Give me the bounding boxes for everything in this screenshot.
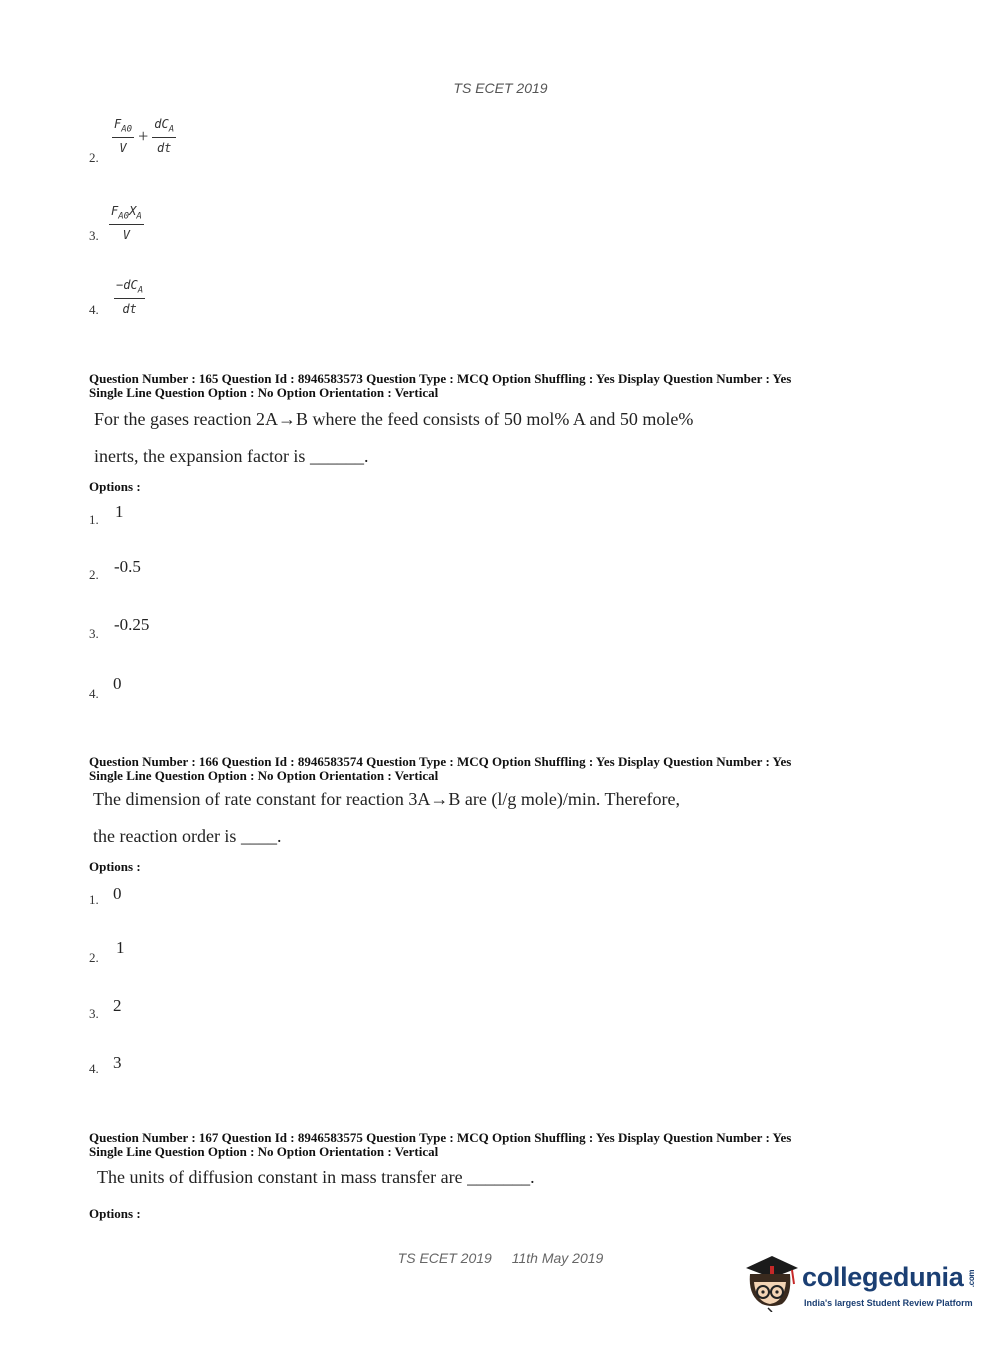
option-value: 2 xyxy=(113,996,122,1015)
options-label: Options : xyxy=(89,1206,141,1221)
option-number: 1. xyxy=(89,892,99,907)
option-value: 1 xyxy=(116,938,125,957)
formula-fraction: $\frac{dC_A}{dt}$ xyxy=(154,117,175,156)
prev-option-number: 2. xyxy=(89,150,99,165)
prev-option-4-formula: $\frac{-dC_A}{dt}$ xyxy=(116,278,144,317)
option-value: -0.25 xyxy=(114,615,150,634)
formula-fraction: $\frac{F_{A0}}{V}$ xyxy=(114,117,133,156)
option-number: 3. xyxy=(89,626,99,641)
question-165-meta: Question Number : 165 Question Id : 8946583573 Question Type : MCQ Option Shuffling : Yes Display Question Number : Yes Single Line Question Option : No Option Orientation : Vertical xyxy=(89,371,792,400)
option-value: -0.5 xyxy=(114,557,141,576)
question-167-meta: Question Number : 167 Question Id : 8946583575 Question Type : MCQ Option Shuffling : Yes Display Question Number : Yes Single Line Question Option : No Option Orientation : Vertical xyxy=(89,1130,792,1159)
page-header: TS ECET 2019 xyxy=(453,80,548,96)
prev-option-number: 3. xyxy=(89,228,99,243)
prev-option-number: 4. xyxy=(89,302,99,317)
options-label: Options : xyxy=(89,479,141,494)
question-166-text: the reaction order is ____. xyxy=(93,826,282,846)
mascot-icon xyxy=(742,1250,798,1310)
option-value: 0 xyxy=(113,884,122,903)
logo-tagline: India's largest Student Review Platform xyxy=(804,1298,973,1308)
option-number: 4. xyxy=(89,686,99,701)
option-number: 2. xyxy=(89,567,99,582)
option-number: 2. xyxy=(89,950,99,965)
question-166-meta: Question Number : 166 Question Id : 8946583574 Question Type : MCQ Option Shuffling : Yes Display Question Number : Yes Single Line Question Option : No Option Orientation : Vertical xyxy=(89,754,792,783)
option-number: 3. xyxy=(89,1006,99,1021)
question-167-text: The units of diffusion constant in mass transfer are _______. xyxy=(97,1167,535,1187)
option-value: 0 xyxy=(113,674,122,693)
option-value: 3 xyxy=(113,1053,122,1072)
footer-exam: TS ECET 2019 xyxy=(397,1250,492,1266)
plus-sign: + xyxy=(138,125,149,146)
options-label: Options : xyxy=(89,859,141,874)
question-165-text: inerts, the expansion factor is ______. xyxy=(94,446,369,466)
option-value: 1 xyxy=(115,502,124,521)
footer-date: 11th May 2019 xyxy=(511,1250,604,1266)
prev-option-3-formula: $\frac{F_{A0}X_A}{V}$ xyxy=(111,204,142,243)
question-166-text: The dimension of rate constant for reaction 3A→B are (l/g mole)/min. Therefore, xyxy=(93,789,680,809)
logo-wordmark: collegedunia .com xyxy=(802,1262,977,1292)
option-number: 4. xyxy=(89,1061,99,1076)
prev-option-2-formula xyxy=(112,117,176,155)
option-number: 1. xyxy=(89,512,99,527)
question-165-text: For the gases reaction 2A→B where the feed consists of 50 mol% A and 50 mole% xyxy=(94,409,694,429)
